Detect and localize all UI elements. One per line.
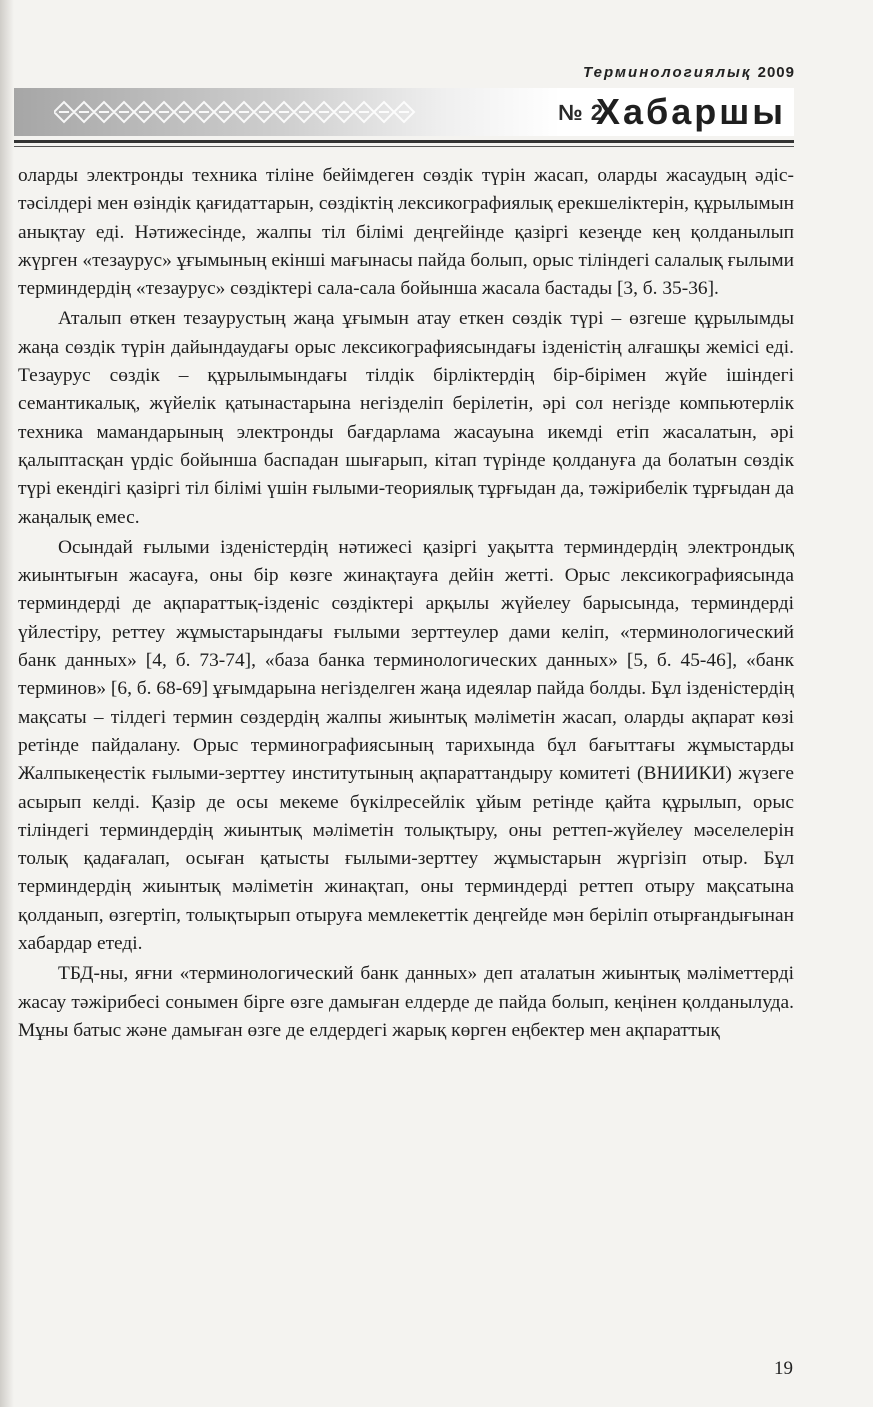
header-rule-thick [14,140,794,143]
journal-year: 2009 [757,64,795,81]
header-banner [14,88,794,136]
paragraph-4: ТБД-ны, яғни «терминологический банк данных» деп аталатын жиынтық мәліметтерді жасау тәжірибесі сонымен бірге өзге дамыған елдерде де пайда болып, кеңінен қолданылуда. Мұны батыс және дамыған өзге де елдердегі жарық көрген еңбектер мен ақпараттық [18,963,794,1041]
masthead-title: Хабаршы [595,91,786,132]
paragraph-2: Аталып өткен тезаурустың жаңа ұғымын атау еткен сөздік түрі – өзгеше құрылымды жаңа сөздік түрін дайындаудағы орыс лексикографиясындағы ізденістің алғашқы жемісі еді. Тезаурус сөздік – құрылымындағы тілдік бірліктердің бір-бірімен жүйе ішіндегі семантикалық, жүйелік қатынастарына негізделіп берілетін, әрі сол негізде компьютерлік техника мамандарының электронды бағдарлама жасауына икемді етіп жасалатын, әрі қалыптасқан үрдіс бойынша баспадан шығарып, кітап түрінде қолдануға да болатын сөздік түрі екендігі қазіргі тіл білімі үшін ғылыми-теориялық тұрғыдан да, тәжірибелік тұрғыдан да жаңалық емес. [18,308,794,528]
journal-name: Терминологиялық [583,64,752,81]
header-rule-thin [14,146,794,147]
ornament-pattern-icon [54,96,434,128]
body-text [18,162,794,1045]
page-number: 19 [774,1358,793,1379]
journal-title [583,64,795,81]
paragraph-1: оларды электронды техника тіліне бейімдеген сөздік түрін жасап, оларды жасаудың әдіс-тәсілдері мен өзіндік қағидаттарын, сөздіктің лексикографиялық ерекшеліктерін, құрылымын анықтау еді. Нәтижесінде, жалпы тіл білімі деңгейінде қазіргі кезеңде кең қолданылып жүрген «тезаурус» ұғымының екінші мағынасы пайда болып, орыс тіліндегі салалық ғылыми терминдердің «тезаурус» сөздіктері сала-сала бойынша жасала бастады [3, б. 35-36]. [18,165,794,300]
page-edge-shadow [0,0,14,1407]
issue-number: № 2 [558,100,604,125]
paragraph-3: Осындай ғылыми ізденістердің нәтижесі қазіргі уақытта терминдердің электрондық жиынтығын жасауға, оны бір көзге жинақтауға дейін жетті. Орыс лексикографиясында терминдерді де ақпараттық-ізденіс сөздіктері арқылы жүйелеу барысында, терминдерді үйлестіру, реттеу жұмыстарындағы ғылыми зерттеулер дами келіп, «терминологический банк данных» [4, б. 73-74], «база банка терминологических данных» [5, б. 45-46], «банк терминов» [6, б. 68-69] ұғымдарына негізделген жаңа идеялар пайда болды. Бұл ізденістердің мақсаты – тілдегі термин сөздердің жалпы жиынтық мәліметін жасап, оларды ақпарат көзі ретінде пайдалану. Орыс терминографиясының тарихында бұл бағыттағы жұмыстарды Жалпыкеңестік ғылыми-зерттеу институтының ақпараттандыру комитеті (ВНИИКИ) жүзеге асырып келді. Қазір де осы мекеме бүкілресейлік ұйым ретінде қайта құрылып, орыс тіліндегі терминдердің жиынтық мәліметін толықтыру, оны реттеп-жүйелеу мәселелерін толық қадағалап, осыған қатысты ғылыми-зерттеу жұмыстарын жүргізіп отыр. Бұл терминдердің жиынтық мәліметін жинақтап, оны терминдерді реттеп отыру мақсатына қолданып, өзгертіп, толықтырып отыруға мемлекеттік деңгейде мән беріліп отырғандығынан хабардар етеді. [18,536,794,955]
